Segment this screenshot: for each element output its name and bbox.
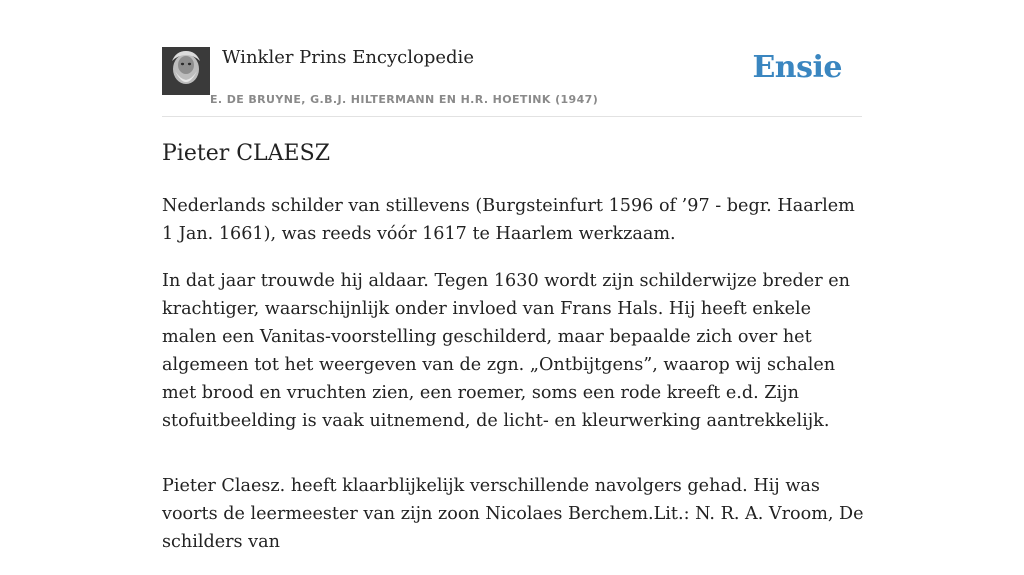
article <box>162 138 864 575</box>
source-header <box>162 46 862 117</box>
brand-logo[interactable]: Ensie <box>752 50 842 85</box>
author-portrait-icon[interactable] <box>162 47 210 95</box>
source-authors: E. DE BRUYNE, G.B.J. HILTERMANN EN H.R. HOETINK (1947) <box>210 93 599 106</box>
article-paragraph: Pieter Claesz. heeft klaarblijkelijk verschillende navolgers gehad. Hij was voorts de leermeester van zijn zoon Nicolaes Berchem.Lit.: N. R. A. Vroom, De schilders van <box>162 476 864 552</box>
source-title[interactable]: Winkler Prins Encyclopedie <box>222 47 474 68</box>
article-title: Pieter CLAESZ <box>162 141 330 166</box>
article-paragraph: Nederlands schilder van stillevens (Burgsteinfurt 1596 of ’97 - begr. Haarlem 1 Jan. 1661), was reeds vóór 1617 te Haarlem werkzaam. <box>162 196 855 244</box>
article-paragraph: In dat jaar trouwde hij aldaar. Tegen 1630 wordt zijn schilderwijze breder en krachtiger, waarschijnlijk onder invloed van Frans Hals. Hij heeft enkele malen een Vanitas-voorstelling geschilderd, maar bepaalde zich over het algemeen tot het weergeven van de zgn. „Ontbijtgens”, waarop wij schalen met brood en vruchten zien, een roemer, soms een rode kreeft e.d. Zijn stofuitbeelding is vaak uitnemend, de licht- en kleurwerking aantrekkelijk. <box>162 271 850 431</box>
